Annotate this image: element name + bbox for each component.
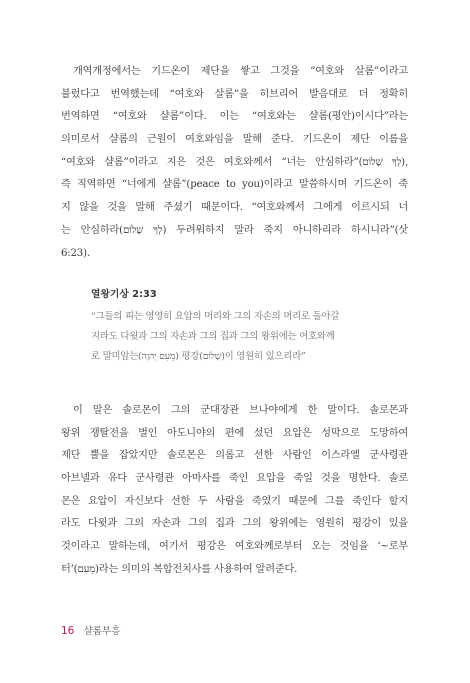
text-line: 라도 다윗과 그의 자손과 그의 집과 그의 왕위에는 영원히 평강이 있을 — [61, 518, 408, 530]
text-line: 6:23). — [61, 247, 90, 259]
quote-line: “그들의 피는 영영히 요압의 머리와 그의 자손의 머리로 돌아갈 — [91, 311, 340, 322]
scripture-text — [91, 307, 411, 367]
scripture-reference: 열왕기상 2:33 — [91, 289, 157, 300]
body-paragraph-1 — [61, 61, 408, 265]
text-line: 아브넬과 유다 군사령관 아마사를 죽인 요압을 죽일 것을 명한다. 솔로 — [61, 473, 408, 485]
text-line: 의미로서 샬롬의 근원이 여호와임을 말해 준다. 기드온이 제단 이름을 — [61, 134, 408, 146]
text-line: 번역하면 “여호와 샬롬”이다. 이는 “여호와는 샬롬(평안)이시다”라는 — [61, 111, 408, 123]
page-number: 16 — [61, 625, 75, 637]
page-footer — [61, 624, 120, 639]
text-line: 개역개정에서는 기드온이 제단을 쌓고 그것을 “여호와 살롬”이라고 — [73, 66, 408, 77]
text-line: 왕위 쟁탈전을 벌인 아도니야의 편에 섰던 요압은 성막으로 도망하여 — [61, 427, 408, 439]
quote-line: 로 말미암는(מֵעִם יְהוָה) 평강(שָׁלוֹם)이 영원히 있으리라” — [91, 351, 306, 362]
text-line: 는 안심하라(לְךָ שָׁלוֹם) 두려워하지 말라 죽지 아니하리라 하시니라”(삿 — [61, 224, 408, 236]
text-line: 것이라고 말하는데, 여기서 평강은 여호와께로부터 오는 것임을 ‘~로부 — [61, 541, 408, 553]
text-line: 터’(מֵעִם)라는 의미의 복합전치사를 사용하여 알려준다. — [61, 563, 298, 575]
scripture-quote — [91, 287, 411, 367]
text-line: “여호와 샬롬”이라고 지은 것은 여호와께서 “너는 안심하라”(לְךָ שָׁלוֹם), — [61, 156, 408, 168]
quote-line: 지라도 다윗과 그의 자손과 그의 집과 그의 왕위에는 여호와께 — [91, 331, 335, 342]
text-line: 불렀다고 번역했는데 “여호와 살롬”을 히브리어 발음대로 더 정확히 — [61, 88, 408, 100]
body-paragraph-2 — [61, 400, 408, 582]
text-line: 몬은 요압이 자신보다 선한 두 사람을 죽였기 때문에 그를 죽인다 할지 — [61, 495, 408, 507]
running-book-title: 샬롬부흥 — [83, 626, 121, 637]
text-line: 지 않을 것을 말해 주셨기 때문이다. “여호와께서 그에게 이르시되 너 — [61, 202, 408, 214]
text-line: 제단 뿔을 잡았지만 솔로몬은 의롭고 선한 사람인 이스라엘 군사령관 — [61, 450, 408, 462]
text-line: 이 말은 솔로몬이 그의 군대장관 브나야에게 한 말이다. 솔로몬과 — [73, 405, 408, 416]
text-line: 즉 직역하면 “너에게 샬롬”(peace to you)이라고 말씀하시며 기드온이 죽 — [61, 179, 408, 191]
